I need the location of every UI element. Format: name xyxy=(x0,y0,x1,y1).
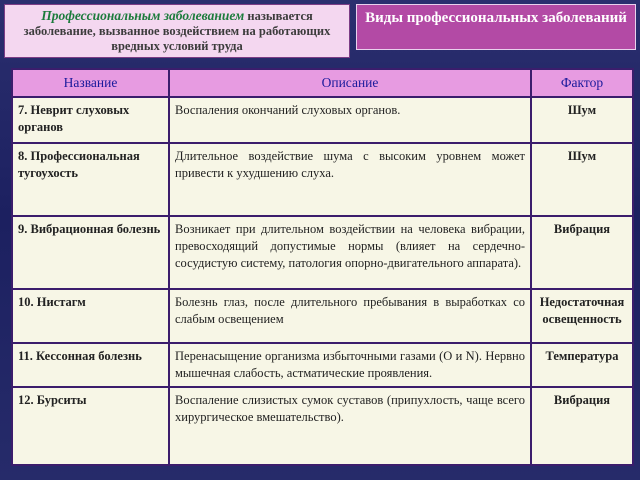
disease-description: Возникает при длительном воздействии на человека вибрации, превосходящий допустимые нормы (влияет на сердечно-сосудистую систему, патология опорно-двигательного аппарата). xyxy=(169,216,531,289)
table-row xyxy=(12,97,633,143)
table-row xyxy=(12,387,633,465)
definition-term: Профессиональным заболеванием xyxy=(41,8,245,23)
table-header-row xyxy=(12,69,633,97)
disease-name: 7. Неврит слуховых органов xyxy=(12,97,169,143)
disease-name: 8. Профессиональная тугоухость xyxy=(12,143,169,216)
disease-description: Воспаление слизистых сумок суставов (припухлость, чаще всего хирургическое вмешательство). xyxy=(169,387,531,465)
disease-name: 12. Бурситы xyxy=(12,387,169,465)
disease-factor: Вибрация xyxy=(531,216,633,289)
diseases-table xyxy=(11,68,634,466)
disease-factor: Вибрация xyxy=(531,387,633,465)
header-factor: Фактор xyxy=(531,69,633,97)
disease-description: Воспаления окончаний слуховых органов. xyxy=(169,97,531,143)
table-row xyxy=(12,343,633,387)
disease-description: Болезнь глаз, после длительного пребывания в выработках со слабым освещением xyxy=(169,289,531,343)
disease-description: Длительное воздействие шума с высоким уровнем может привести к ухудшению слуха. xyxy=(169,143,531,216)
disease-name: 10. Нистагм xyxy=(12,289,169,343)
slide-title: Виды профессиональных заболеваний xyxy=(356,4,636,50)
definition-box xyxy=(4,4,350,58)
table-row xyxy=(12,216,633,289)
disease-name: 9. Вибрационная болезнь xyxy=(12,216,169,289)
disease-factor: Температура xyxy=(531,343,633,387)
table-row xyxy=(12,289,633,343)
header-description: Описание xyxy=(169,69,531,97)
disease-description: Перенасыщение организма избыточными газами (O и N). Нервно мышечная слабость, астматические проявления. xyxy=(169,343,531,387)
disease-factor: Шум xyxy=(531,143,633,216)
table-row xyxy=(12,143,633,216)
disease-factor: Шум xyxy=(531,97,633,143)
disease-name: 11. Кессонная болезнь xyxy=(12,343,169,387)
header-name: Название xyxy=(12,69,169,97)
disease-factor: Недостаточная освещенность xyxy=(531,289,633,343)
definition-text: называется заболевание, вызванное воздействием на работающих вредных условий труда xyxy=(23,9,331,53)
